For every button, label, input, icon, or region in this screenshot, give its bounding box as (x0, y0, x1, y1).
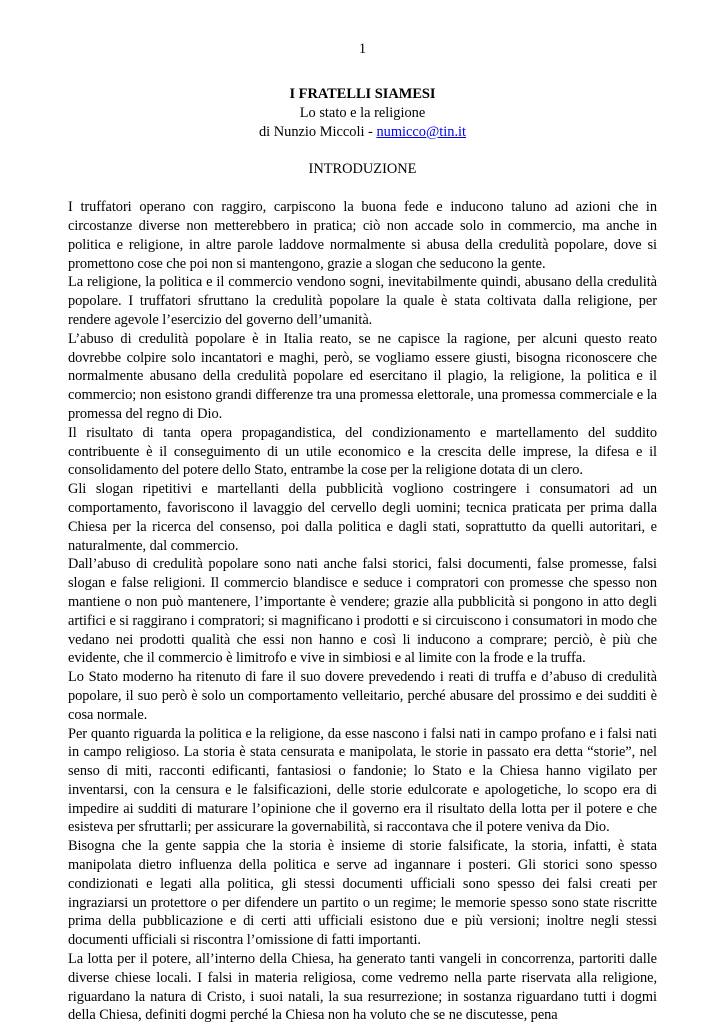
page-number: 1 (358, 41, 367, 57)
paragraph: La religione, la politica e il commercio vendono sogni, inevitabilmente quindi, abusano della credulità popolare. I truffatori sfruttano la credulità popolare la quale è stata coltivata dalla religione, per rendere agevole l’esercizio del governo dell’umanità. (68, 274, 657, 328)
author-name: di Nunzio Miccoli - (258, 123, 377, 140)
paragraph: Gli slogan ripetitivi e martellanti della pubblicità vogliono costringere i consumatori ad un comportamento, favoriscono il lavaggio del cervello degli uomini; tecnica praticata per prima dalla Chiesa per la ricerca del consenso, poi dalla politica e dagli stati, soprattutto da quelli autoritari, e naturalmente, dal commercio. (68, 481, 657, 554)
document-title: I FRATELLI SIAMESI (289, 86, 436, 102)
document-page (68, 40, 657, 1025)
title-block (68, 85, 657, 141)
paragraph: Dall’abuso di credulità popolare sono nati anche falsi storici, falsi documenti, false promesse, falsi slogan e false religioni. Il commercio blandisce e seduce i compratori con promesse che spesso non mantiene o non può mantenere, l’importante è vendere; grazie alla pubblicità si pongono in atto degli artifici e si raggirano i compratori; si magnificano i prodotti e si circuiscono i consumatori in modo che vedano nei prodotti qualità che essi non hanno e così li inducono a comprare; perciò, è più che evidente, che il commercio è limitrofo e vive in simbiosi e al limite con la frode e la truffa. (68, 556, 657, 667)
author-line (68, 123, 657, 142)
section-heading: INTRODUZIONE (308, 161, 417, 178)
paragraph: I truffatori operano con raggiro, carpiscono la buona fede e inducono taluno ad azioni che in circostanze diverse non metterebbero in pratica; ciò non accade solo in commercio, ma anche in politica e religione, in altre parole laddove normalmente si abusa della credulità popolare, dove si promettono cose che poi non si mantengono, grazie a slogan che seducono la gente. (68, 199, 657, 272)
paragraph: Bisogna che la gente sappia che la storia è insieme di storie falsificate, la storia, infatti, è stata manipolata dietro influenza della politica e serve ad ingannare i posteri. Gli storici sono spesso condizionati e legati alla politica, gli stessi documenti ufficiali sono spesso dei falsi creati per ingraziarsi un protettore o per difendere un partito o un regime; le memorie spesso sono state riscritte prima della pubblicazione e di certi atti ufficiali esistono due e più versioni; inoltre negli stessi documenti ufficiali si riscontra l’omissione di fatti importanti. (68, 838, 657, 949)
paragraph: L’abuso di credulità popolare è in Italia reato, se ne capisce la ragione, per alcuni questo reato dovrebbe colpire solo incantatori e maghi, però, se vogliamo essere giusti, bisogna riconoscere che normalmente abusano della credulità popolare ed esercitano il plagio, la religione, la politica e il commercio; non esistono grandi differenze tra una promessa elettorale, una promessa commerciale e la promessa del regno di Dio. (68, 330, 657, 422)
document-subtitle: Lo stato e la religione (299, 104, 426, 121)
paragraph: La lotta per il potere, all’interno della Chiesa, ha generato tanti vangeli in concorrenza, partoriti dalle diverse chiese locali. I falsi in materia religiosa, come vedremo nella parte riservata alla religione, riguardano la natura di Cristo, i suoi natali, la sua resurrezione; in sostanza riguardano tutti i dogmi della Chiesa, definiti dogmi perché la Chiesa non ha voluto che se ne discutesse, pena (68, 951, 657, 1024)
paragraph: Lo Stato moderno ha ritenuto di fare il suo dovere prevedendo i reati di truffa e d’abuso di credulità popolare, il suo però è solo un comportamento velleitario, perché abusare del prossimo e dei sudditi è cosa normale. (68, 669, 657, 723)
paragraph: Il risultato di tanta opera propagandistica, del condizionamento e martellamento del suddito contribuente è il conseguimento di un utile economico e la crescita delle imprese, la difesa e il consolidamento del potere dello Stato, entrambe la cose per la religione dotata di un clero. (68, 424, 657, 479)
author-email-link[interactable]: numicco@tin.it (376, 123, 467, 140)
paragraph: Per quanto riguarda la politica e la religione, da esse nascono i falsi nati in campo profano e i falsi nati in campo religioso. La storia è stata censurata e manipolata, le storie in passato era detta “storie”, nel senso di miti, racconti edificanti, fantasiosi o fandonie; lo Stato e la Chiesa hanno vigilato per inventarsi, con la censura e le falsificazioni, delle storie edulcorate e apologetiche, lo scopo era di impedire ai sudditi di maturare l’opinione che il governo era il risultato della lotta per il potere e che esisteva per sfruttarli; per assicurare la governabilità, si raccontava che il potere veniva da Dio. (68, 725, 657, 836)
body-text (68, 198, 657, 1025)
